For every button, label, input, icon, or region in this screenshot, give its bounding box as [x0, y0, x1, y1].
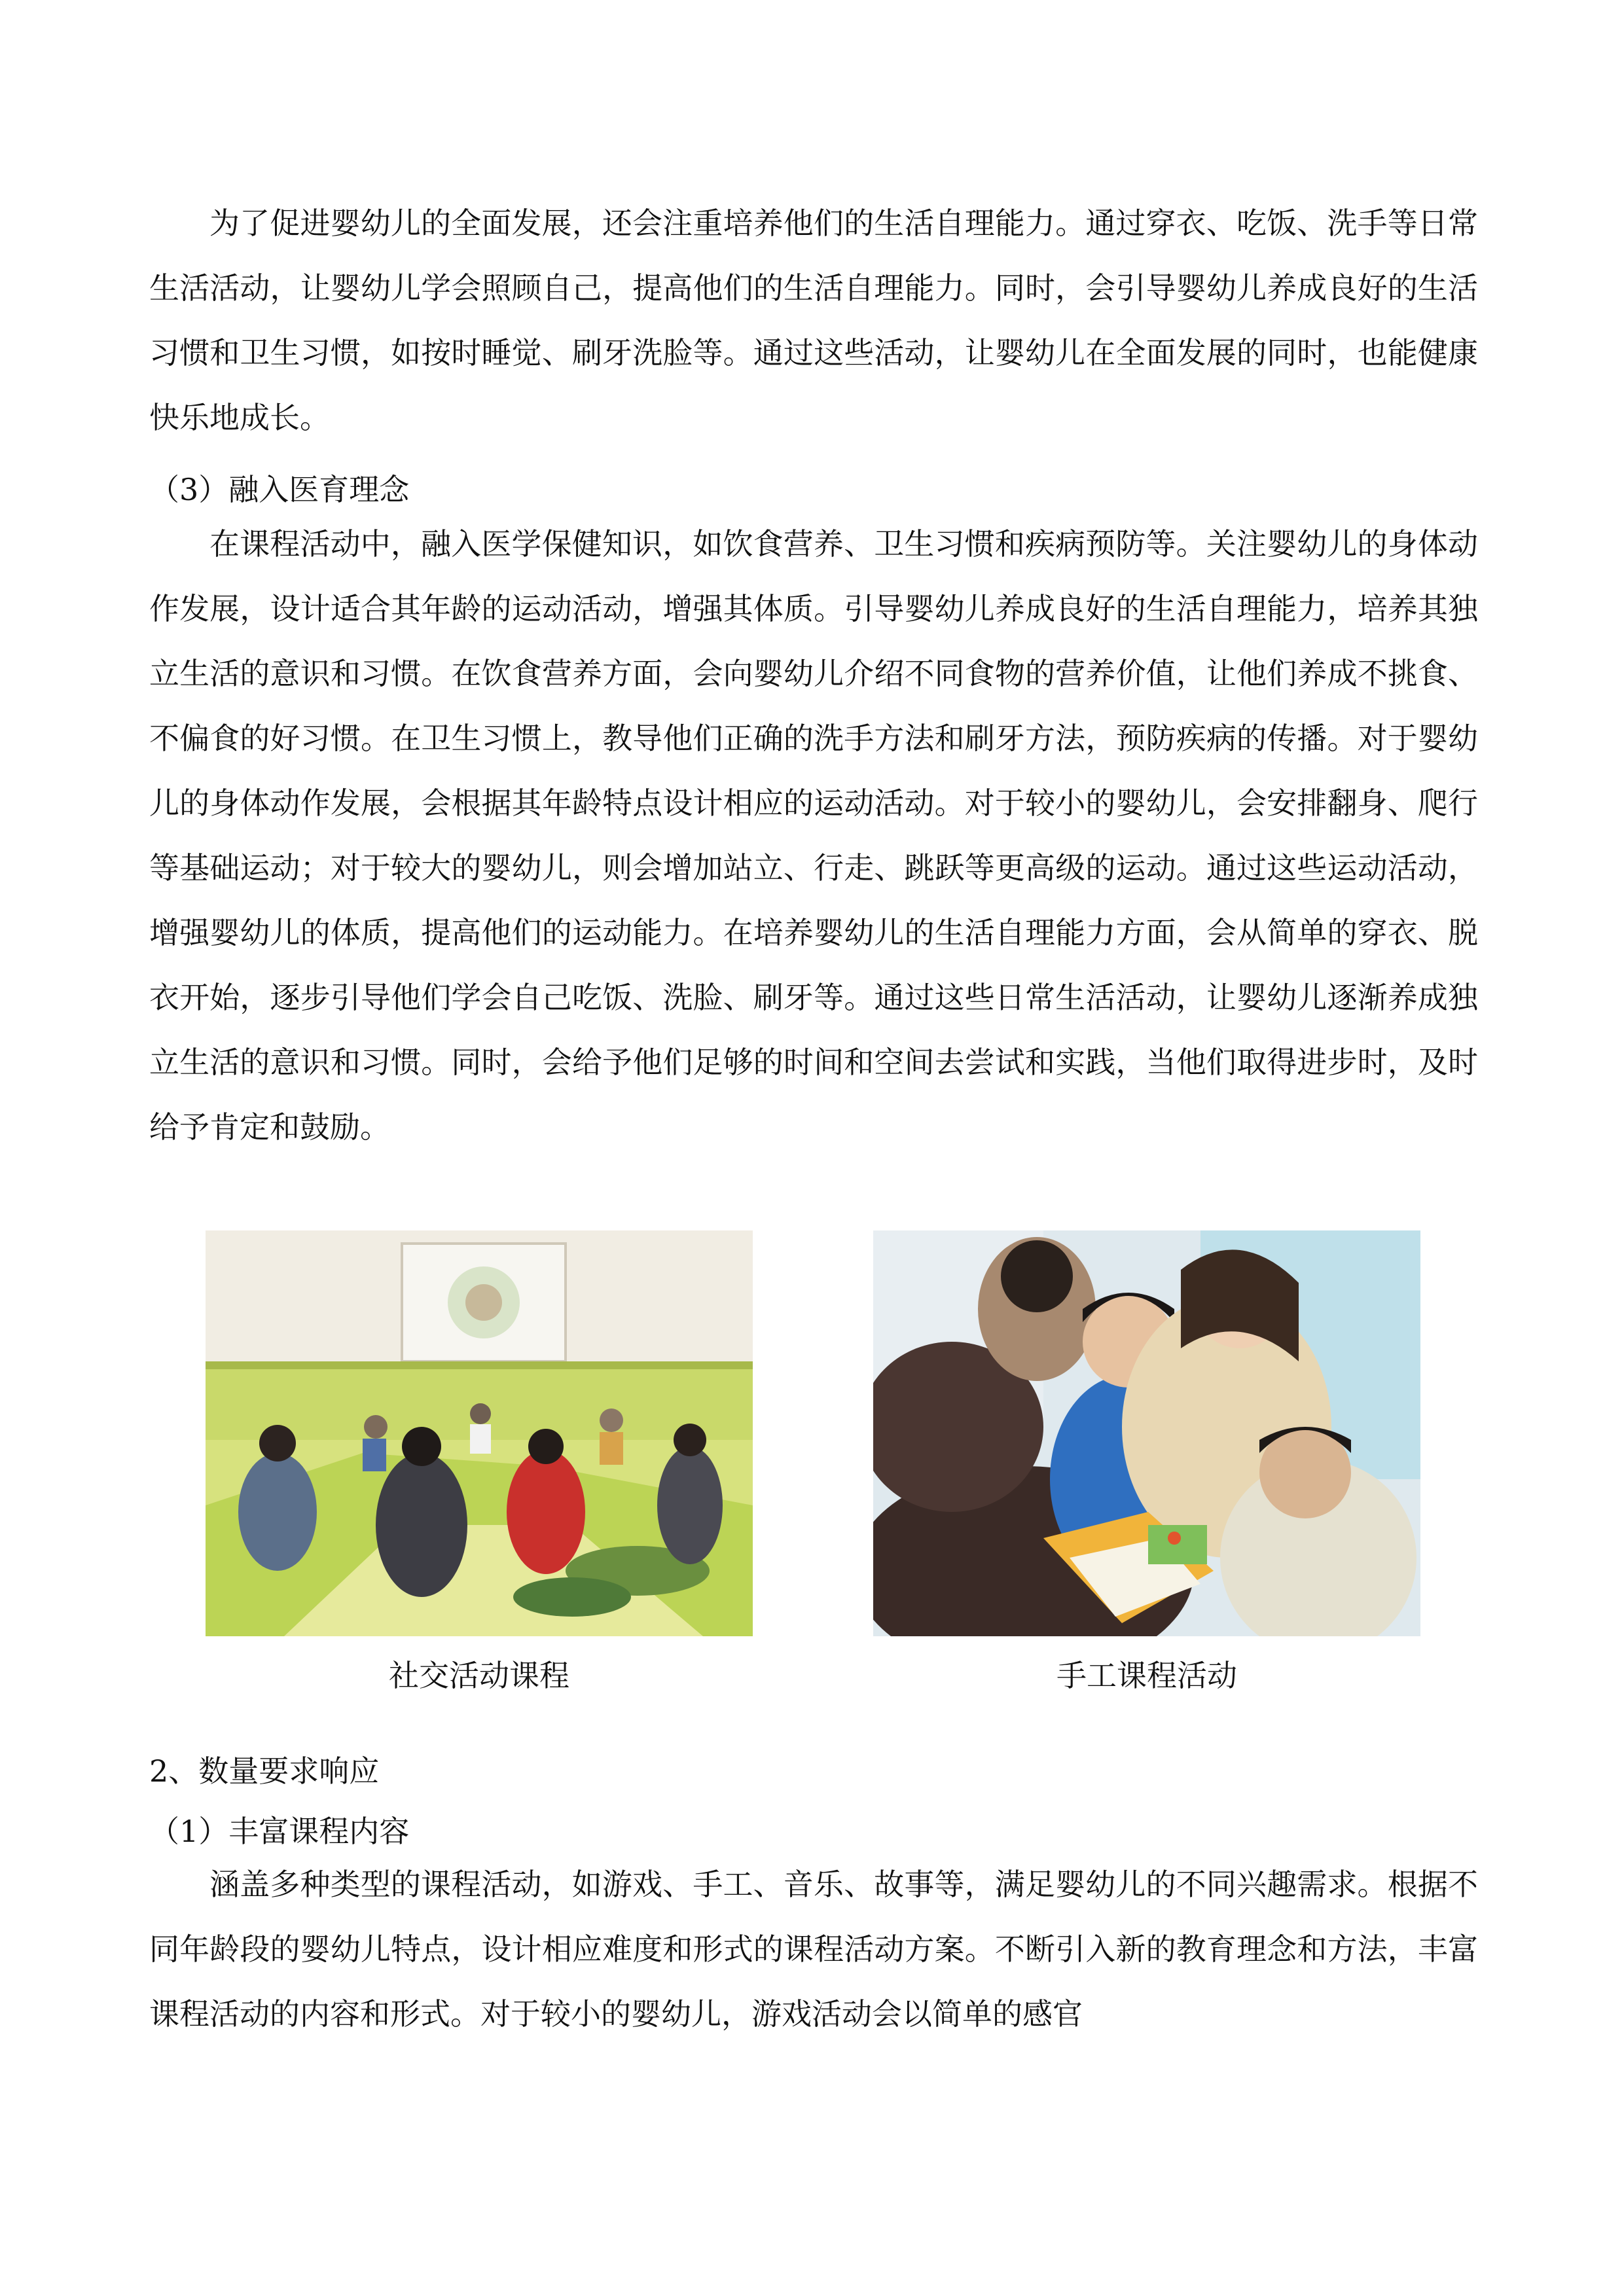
photo-handcraft-activity — [873, 1230, 1420, 1636]
subheading-rich-content: （1）丰富课程内容 — [149, 1814, 410, 1849]
paragraph-medical-knowledge: 在课程活动中，融入医学保健知识，如饮食营养、卫生习惯和疾病预防等。关注婴幼儿的身体动作发展，设计适合其年龄的运动活动，增强其体质。引导婴幼儿养成良好的生活自理能力，培养其独立生活的意识和习惯。在饮食营养方面，会向婴幼儿介绍不同食物的营养价值，让他们养成不挑食、不偏食的好习惯。在卫生习惯上，教导他们正确的洗手方法和刷牙方法，预防疾病的传播。对于婴幼儿的身体动作发展，会根据其年龄特点设计相应的运动活动。对于较小的婴幼儿，会安排翻身、爬行等基础运动；对于较大的婴幼儿，则会增加站立、行走、跳跃等更高级的运动。通过这些运动活动，增强婴幼儿的体质，提高他们的运动能力。在培养婴幼儿的生活自理能力方面，会从简单的穿衣、脱衣开始，逐步引导他们学会自己吃饭、洗脸、刷牙等。通过这些日常生活活动，让婴幼儿逐渐养成独立生活的意识和习惯。同时，会给予他们足够的时间和空间去尝试和实践，当他们取得进步时，及时给予肯定和鼓励。 — [149, 526, 1478, 1145]
paragraph-course-variety: 涵盖多种类型的课程活动，如游戏、手工、音乐、故事等，满足婴幼儿的不同兴趣需求。根据不同年龄段的婴幼儿特点，设计相应难度和形式的课程活动方案。不断引入新的教育理念和方法，丰富课程活动的内容和形式。对于较小的婴幼儿，游戏活动会以简单的感官 — [149, 1867, 1478, 2032]
photo-social-activity — [206, 1230, 753, 1636]
section-heading-quantity: 2、数量要求响应 — [149, 1753, 380, 1789]
caption-social-activity: 社交活动课程 — [389, 1658, 569, 1693]
paragraph-self-care: 为了促进婴幼儿的全面发展，还会注重培养他们的生活自理能力。通过穿衣、吃饭、洗手等日常生活活动，让婴幼儿学会照顾自己，提高他们的生活自理能力。同时，会引导婴幼儿养成良好的生活习惯和卫生习惯，如按时睡觉、刷牙洗脸等。通过这些活动，让婴幼儿在全面发展的同时，也能健康快乐地成长。 — [149, 206, 1478, 435]
social-activity-illustration — [206, 1230, 753, 1636]
caption-handcraft-activity: 手工课程活动 — [1056, 1658, 1237, 1693]
subheading-medical-education: （3）融入医育理念 — [149, 472, 410, 507]
handcraft-activity-illustration — [873, 1230, 1420, 1636]
